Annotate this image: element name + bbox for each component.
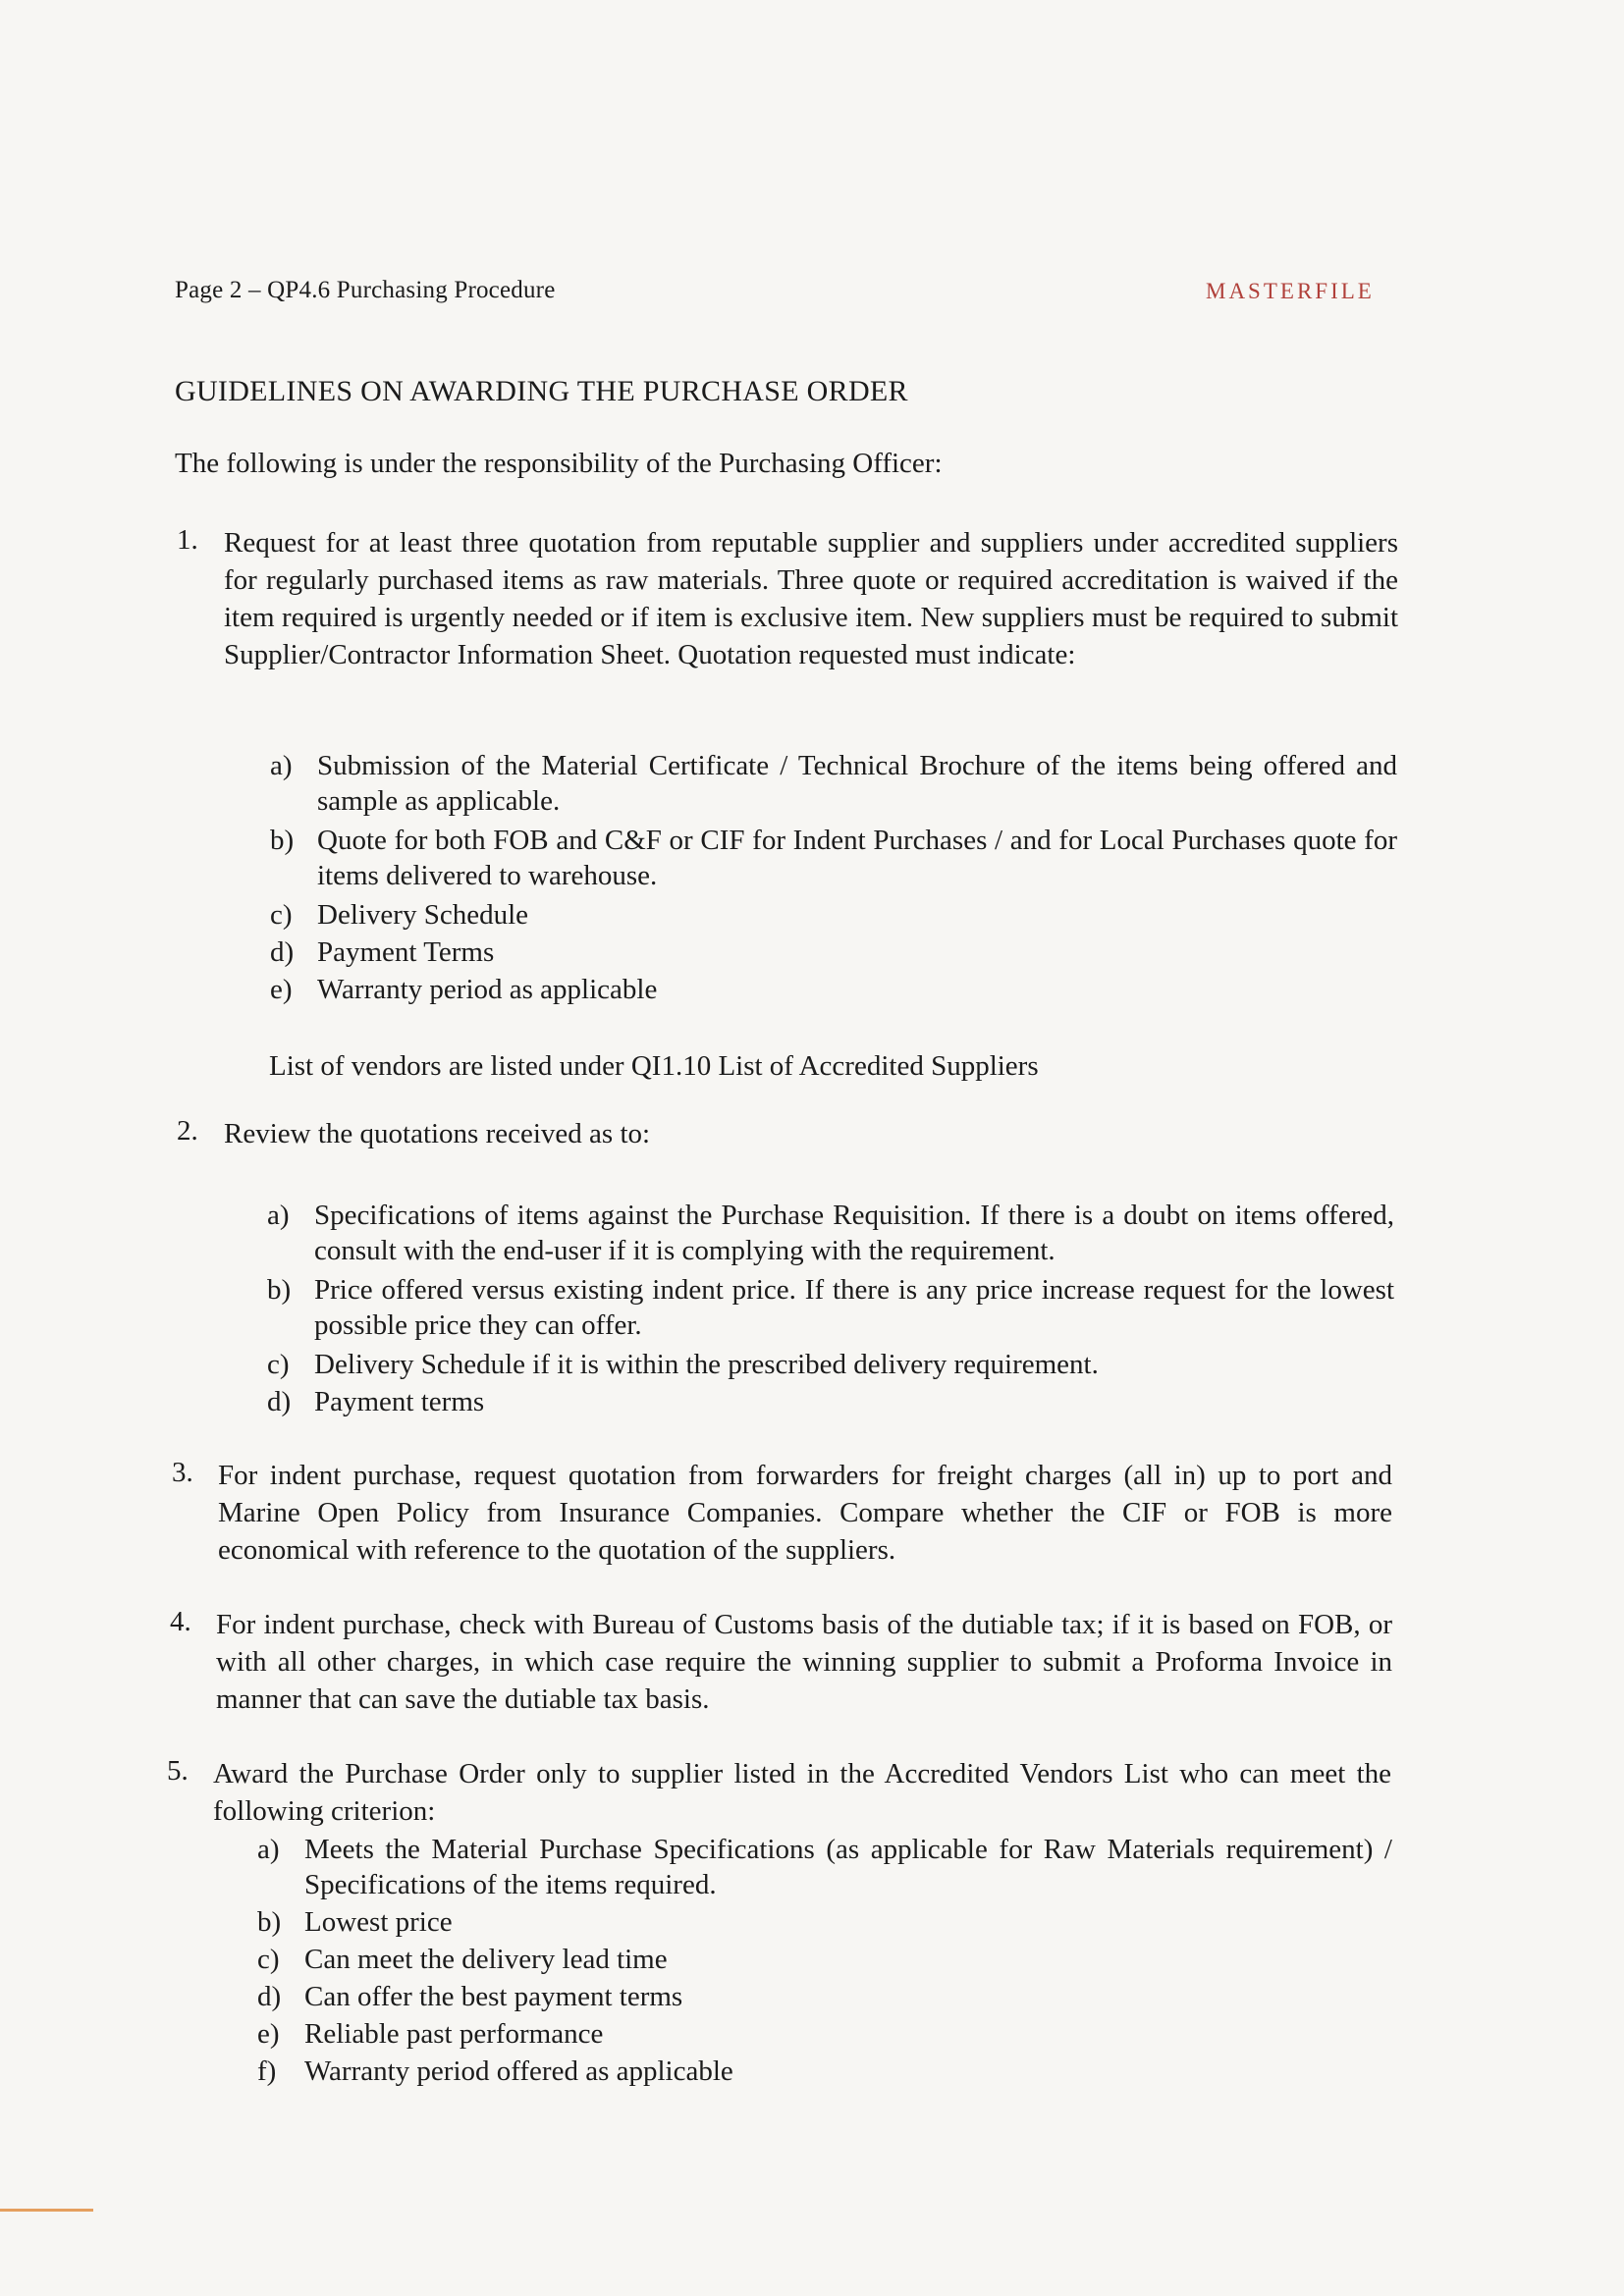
item-text: For indent purchase, check with Bureau of Customs basis of the dutiable tax; if it is based on FOB, or with all other charges, in which case require the winning supplier to submit a Proforma Invoice in manner that can save the dutiable tax basis. bbox=[216, 1609, 1392, 1715]
item-text: Request for at least three quotation from reputable supplier and suppliers under accredited suppliers for regularly purchased items as raw materials. Three quote or required accreditation is waived if the item required is urgently needed or if item is exclusive item. New suppliers must be required to submit Supplier/Contractor Information Sheet. Quotation requested must indicate: bbox=[224, 527, 1398, 670]
sub-item-label: f) bbox=[257, 2056, 277, 2087]
intro-paragraph: The following is under the responsibility of the Purchasing Officer: bbox=[175, 448, 943, 479]
sub-item-label: a) bbox=[267, 1200, 290, 1231]
sub-item-label: b) bbox=[270, 825, 295, 856]
page-header-left: Page 2 – QP4.6 Purchasing Procedure bbox=[175, 277, 556, 303]
sub-item-text: Delivery Schedule bbox=[317, 899, 529, 931]
sub-item-label: e) bbox=[257, 2018, 280, 2050]
sub-item-label: b) bbox=[267, 1274, 292, 1306]
item-text: For indent purchase, request quotation from forwarders for freight charges (all in) up to port and Marine Open Policy from Insurance Companies. Compare whether the CIF or FOB is more economical with reference to the quotation of the suppliers. bbox=[218, 1460, 1392, 1566]
sub-item-text: Can meet the delivery lead time bbox=[304, 1944, 668, 1975]
sub-item-text: Price offered versus existing indent price. If there is any price increase request for the lowest possible price they can offer. bbox=[314, 1274, 1394, 1341]
page-header-right: MASTERFILE bbox=[1206, 279, 1375, 303]
sub-item-label: b) bbox=[257, 1906, 282, 1938]
sub-item-text: Warranty period as applicable bbox=[317, 974, 658, 1005]
item-number: 1. bbox=[177, 524, 198, 556]
sub-item-text: Delivery Schedule if it is within the prescribed delivery requirement. bbox=[314, 1349, 1099, 1380]
sub-item-label: c) bbox=[270, 899, 293, 931]
sub-item-text: Can offer the best payment terms bbox=[304, 1981, 683, 2012]
sub-item-label: d) bbox=[267, 1386, 292, 1417]
sub-item-label: d) bbox=[270, 936, 295, 968]
item-number: 4. bbox=[170, 1606, 191, 1637]
section-title: GUIDELINES ON AWARDING THE PURCHASE ORDER bbox=[175, 375, 908, 407]
sub-item-text: Reliable past performance bbox=[304, 2018, 604, 2050]
sub-item-text: Submission of the Material Certificate / Technical Brochure of the items being offered and sample as applicable. bbox=[317, 750, 1397, 817]
sub-item-text: Payment terms bbox=[314, 1386, 485, 1417]
sub-item-text: Payment Terms bbox=[317, 936, 495, 968]
scan-edge-mark bbox=[0, 2209, 93, 2212]
item-text: Award the Purchase Order only to supplier listed in the Accredited Vendors List who can meet the following criterion: bbox=[213, 1758, 1391, 1827]
sub-item-text: Quote for both FOB and C&F or CIF for Indent Purchases / and for Local Purchases quote for items delivered to warehouse. bbox=[317, 825, 1397, 891]
sub-item-label: c) bbox=[267, 1349, 290, 1380]
item-text: Review the quotations received as to: bbox=[224, 1118, 651, 1149]
item-number: 3. bbox=[172, 1457, 193, 1488]
sub-item-label: a) bbox=[270, 750, 293, 781]
sub-item-text: Warranty period offered as applicable bbox=[304, 2056, 733, 2087]
item-number: 5. bbox=[167, 1755, 189, 1787]
sub-item-text: Specifications of items against the Purchase Requisition. If there is a doubt on items offered, consult with the end-user if it is complying with the requirement. bbox=[314, 1200, 1394, 1266]
sub-item-label: a) bbox=[257, 1834, 280, 1865]
sub-item-label: d) bbox=[257, 1981, 282, 2012]
sub-item-text: Lowest price bbox=[304, 1906, 453, 1938]
sub-item-text: Meets the Material Purchase Specifications (as applicable for Raw Materials requirement) / Specifications of the items required. bbox=[304, 1834, 1392, 1900]
vendor-list-note: List of vendors are listed under QI1.10 List of Accredited Suppliers bbox=[269, 1050, 1039, 1082]
item-number: 2. bbox=[177, 1115, 198, 1147]
sub-item-label: e) bbox=[270, 974, 293, 1005]
sub-item-label: c) bbox=[257, 1944, 280, 1975]
